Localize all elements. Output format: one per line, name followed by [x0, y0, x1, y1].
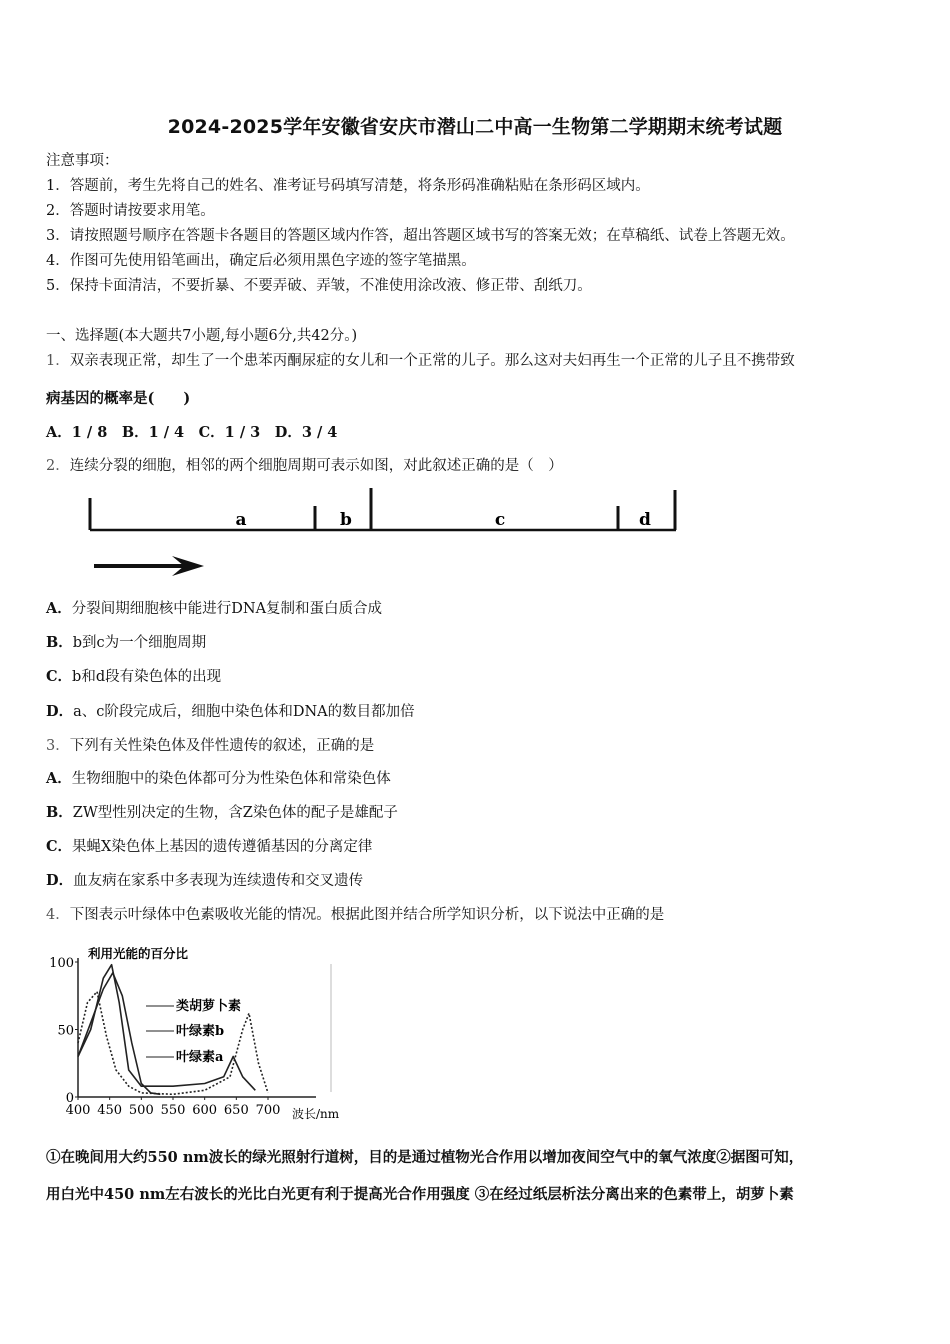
- y-tick-label: 50: [57, 1023, 74, 1039]
- question-number: 1．: [46, 353, 70, 369]
- cell-cycle-diagram: [84, 486, 684, 581]
- question-number: 2．: [46, 458, 70, 474]
- legend-label: 类胡萝卜素: [176, 999, 242, 1014]
- question-1-cont: 病基因的概率是( ): [46, 390, 191, 407]
- question-text: 双亲表现正常，却生了一个患苯丙酮尿症的女儿和一个正常的儿子。那么这对夫妇再生一个正常的儿子且不携带致: [69, 353, 795, 369]
- option: A．生物细胞中的染色体都可分为性染色体和常染色体: [46, 770, 391, 787]
- x-tick-label: 400: [65, 1103, 91, 1118]
- question-text: 连续分裂的细胞，相邻的两个细胞周期可表示如图，对此叙述正确的是（ ）: [69, 458, 563, 474]
- notice-heading: 注意事项：: [46, 153, 119, 169]
- statement-line: 用白光中450 nm左右波长的光比白光更有利于提高光合作用强度 ③在经过纸层析法分离出来的色素带上，胡萝卜素: [46, 1186, 794, 1203]
- option: B．ZW型性别决定的生物，含Z染色体的配子是雄配子: [46, 804, 398, 821]
- pigment-absorption-chart: [46, 942, 366, 1122]
- segment-label-d: d: [639, 510, 651, 530]
- question-4: [46, 905, 664, 925]
- notice-item: 2．答题时请按要求用笔。: [46, 203, 215, 219]
- x-axis-label: 波长/nm: [292, 1107, 340, 1121]
- option: B．b到c为一个细胞周期: [46, 634, 207, 651]
- option: C．果蝇X染色体上基因的遗传遵循基因的分离定律: [46, 838, 373, 855]
- y-tick-label: 0: [65, 1091, 74, 1106]
- legend-label: 叶绿素b: [176, 1024, 225, 1039]
- notice-item: 1．答题前，考生先将自己的姓名、准考证号码填写清楚，将条形码准确粘贴在条形码区域内。: [46, 178, 650, 194]
- chart-title: 利用光能的百分比: [88, 946, 189, 961]
- question-number: 4．: [46, 907, 70, 923]
- question-text: 下图表示叶绿体中色素吸收光能的情况。根据此图并结合所学知识分析，以下说法中正确的是: [69, 907, 665, 923]
- question-1: [46, 351, 795, 371]
- question-number: 3．: [46, 738, 70, 754]
- question-2: [46, 456, 563, 476]
- option: C．b和d段有染色体的出现: [46, 668, 222, 685]
- section-heading: 一、选择题(本大题共7小题,每小题6分,共42分。): [46, 328, 358, 344]
- x-tick-label: 550: [160, 1103, 186, 1118]
- x-tick-label: 700: [255, 1103, 281, 1118]
- segment-label-c: c: [494, 510, 506, 530]
- page-title: 2024-2025学年安徽省安庆市潜山二中高一生物第二学期期末统考试题: [167, 116, 783, 138]
- y-tick-label: 100: [49, 956, 74, 971]
- option: D．血友病在家系中多表现为连续遗传和交叉遗传: [46, 872, 364, 889]
- question-text: 下列有关性染色体及伴性遗传的叙述，正确的是: [69, 738, 375, 754]
- x-tick-label: 450: [97, 1103, 123, 1118]
- segment-label-a: a: [235, 510, 247, 530]
- segment-label-b: b: [340, 510, 352, 530]
- x-tick-label: 600: [192, 1103, 218, 1118]
- x-tick-label: 650: [223, 1103, 249, 1118]
- legend-label: 叶绿素a: [176, 1050, 224, 1065]
- x-tick-label: 500: [128, 1103, 154, 1118]
- series-line: [78, 973, 160, 1095]
- notice-item: 4．作图可先使用铅笔画出，确定后必须用黑色字迹的签字笔描黑。: [46, 253, 476, 269]
- notice-item: 3．请按照题号顺序在答题卡各题目的答题区域内作答，超出答题区域书写的答案无效；在草稿纸、试卷上答题无效。: [46, 228, 795, 244]
- question-3: [46, 736, 374, 756]
- option: A．分裂间期细胞核中能进行DNA复制和蛋白质合成: [46, 600, 383, 617]
- notice-item: 5．保持卡面清洁，不要折暴、不要弄破、弄皱，不准使用涂改液、修正带、刮纸刀。: [46, 278, 592, 294]
- question-1-options: A．1 / 8 B．1 / 4 C．1 / 3 D．3 / 4: [46, 424, 338, 441]
- option: D．a、c阶段完成后，细胞中染色体和DNA的数目都加倍: [46, 703, 415, 720]
- statement-line: ①在晚间用大约550 nm波长的绿光照射行道树，目的是通过植物光合作用以增加夜间空气中的氧气浓度②据图可知，: [46, 1149, 804, 1166]
